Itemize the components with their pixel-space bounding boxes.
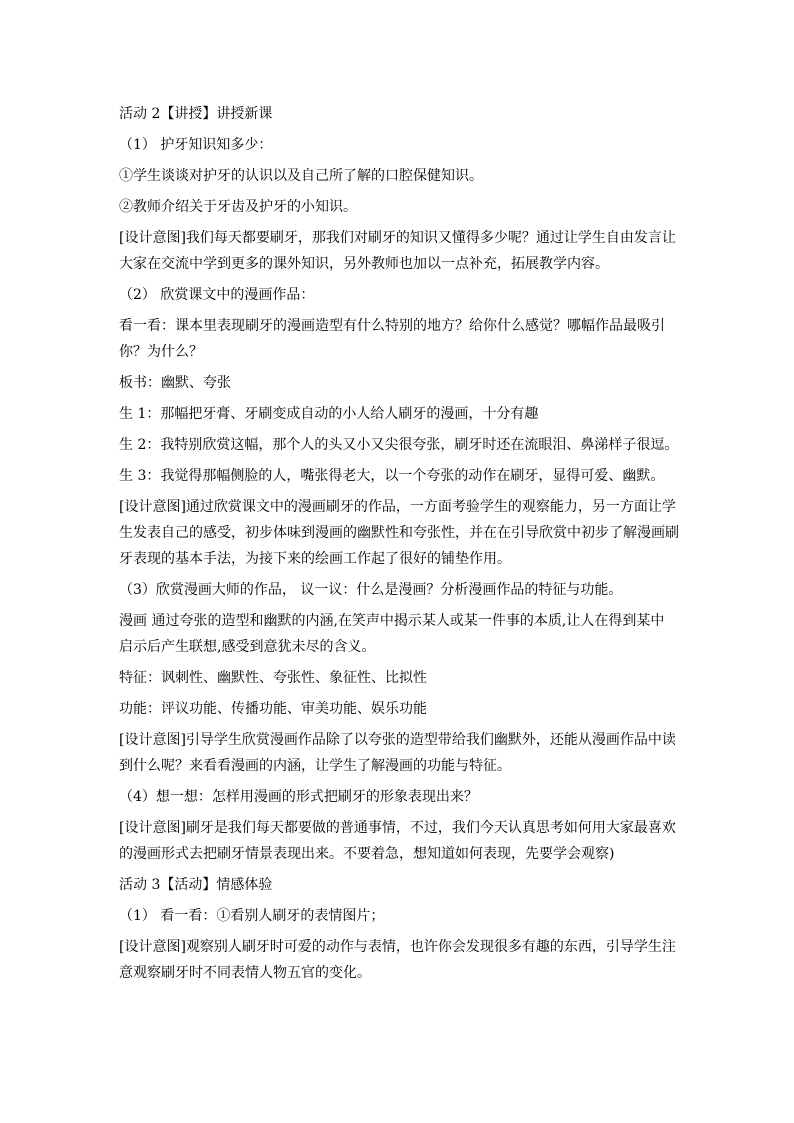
text-line: 漫画 通过夸张的造型和幽默的内涵,在笑声中揭示某人或某一件事的本质,让人在得到某中 bbox=[119, 613, 665, 629]
text-line: 功能：评议功能、传播功能、审美功能、娱乐功能 bbox=[119, 701, 427, 717]
document-body bbox=[119, 101, 679, 986]
text-line: 生 1：那幅把牙膏、牙刷变成自动的小人给人刷牙的漫画，十分有趣 bbox=[119, 406, 539, 422]
text-line: [设计意图]引导学生欣赏漫画作品除了以夸张的造型带给我们幽默外，还能从漫画作品中读 bbox=[119, 732, 676, 748]
text-line: 大家在交流中学到更多的课外知识，另外教师也加以一点补充，拓展教学内容。 bbox=[119, 256, 609, 272]
text-line: 生 2：我特别欣赏这幅，那个人的头又小又尖很夸张，刷牙时还在流眼泪、鼻涕样子很逗。 bbox=[119, 437, 679, 453]
text-line: [设计意图]观察别人刷牙时可爱的动作与表情，也许你会发现很多有趣的东西，引导学生注 bbox=[119, 939, 676, 955]
text-line: 意观察刷牙时不同表情人物五官的变化。 bbox=[119, 965, 371, 981]
text-line: ②教师介绍关于牙齿及护牙的小知识。 bbox=[119, 199, 357, 215]
text-line: 启示后产生联想,感受到意犹未尽的含义。 bbox=[119, 639, 376, 655]
text-line: 活动 3【活动】情感体验 bbox=[119, 877, 273, 893]
text-line: 的漫画形式去把刷牙情景表现出来。不要着急，想知道如何表现，先要学会观察) bbox=[119, 846, 615, 862]
text-line: ①学生谈谈对护牙的认识以及自己所了解的口腔保健知识。 bbox=[119, 168, 483, 184]
text-line: 到什么呢？来看看漫画的内涵，让学生了解漫画的功能与特征。 bbox=[119, 758, 511, 774]
text-line: 看一看：课本里表现刷牙的漫画造型有什么特别的地方？给你什么感觉？哪幅作品最吸引 bbox=[119, 318, 665, 334]
text-line: [设计意图]通过欣赏课文中的漫画刷牙的作品，一方面考验学生的观察能力，另一方面让学 bbox=[119, 499, 676, 515]
text-line: （3）欣赏漫画大师的作品， 议一议：什么是漫画？分析漫画作品的特征与功能。 bbox=[119, 582, 623, 598]
text-line: 板书：幽默、夸张 bbox=[119, 375, 231, 391]
text-line: 生发表自己的感受，初步体味到漫画的幽默性和夸张性，并在在引导欣赏中初步了解漫画刷 bbox=[119, 525, 679, 541]
text-line: [设计意图]刷牙是我们每天都要做的普通事情，不过，我们今天认真思考如何用大家最喜欢 bbox=[119, 820, 676, 836]
text-line: [设计意图]我们每天都要刷牙，那我们对刷牙的知识又懂得多少呢？通过让学生自由发言让 bbox=[119, 230, 676, 246]
text-line: （1） 护牙知识知多少： bbox=[119, 137, 273, 153]
text-line: 牙表现的基本手法，为接下来的绘画工作起了很好的铺垫作用。 bbox=[119, 551, 511, 567]
text-line: （2） 欣赏课文中的漫画作品： bbox=[119, 287, 315, 303]
text-line: 你？为什么？ bbox=[119, 344, 203, 360]
text-line: （1） 看一看：①看别人刷牙的表情图片； bbox=[119, 908, 385, 924]
text-line: 特征：讽刺性、幽默性、夸张性、象征性、比拟性 bbox=[119, 670, 427, 686]
text-line: （4）想一想：怎样用漫画的形式把刷牙的形象表现出来？ bbox=[119, 789, 478, 805]
text-line: 生 3：我觉得那幅侧脸的人，嘴张得老大，以一个夸张的动作在刷牙，显得可爱、幽默。 bbox=[119, 468, 665, 484]
text-line: 活动 2【讲授】讲授新课 bbox=[119, 106, 273, 122]
